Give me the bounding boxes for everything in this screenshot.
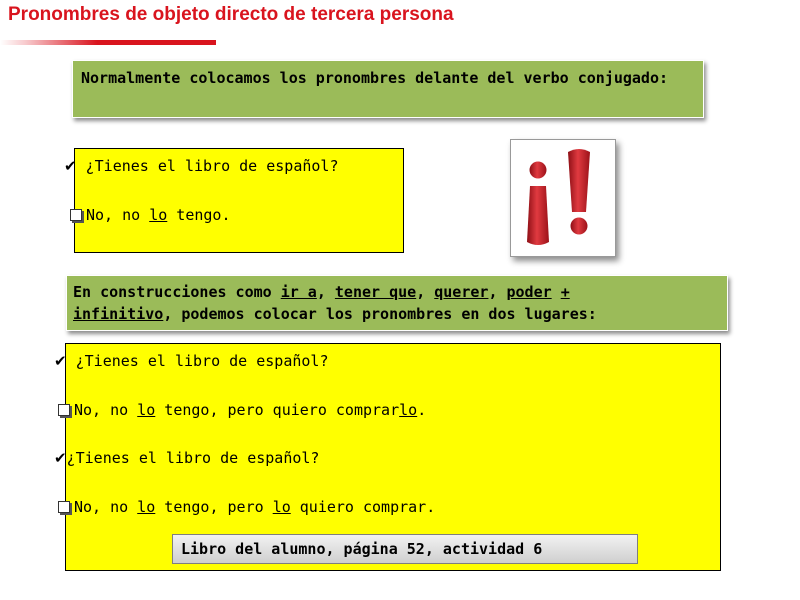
example-2-answer-1: No, no lo tengo, pero quiero comprarlo.: [58, 400, 426, 420]
exclamation-image: [510, 139, 616, 257]
term-ir-a: ir a: [280, 283, 317, 301]
square-bullet-icon: [58, 501, 70, 513]
intro-2-line-2: infinitivo, podemos colocar los pronombres en dos lugares:: [73, 305, 597, 323]
check-mark-icon: ✔: [54, 449, 67, 467]
term-infinitivo: infinitivo: [73, 305, 164, 323]
example-1-answer: No, no lo tengo.: [70, 205, 231, 225]
example-2-question-2: ✔¿Tienes el libro de español?: [54, 449, 320, 467]
square-bullet-icon: [70, 209, 82, 221]
intro-box-1: [72, 60, 704, 118]
term-tener-que: tener que: [334, 283, 417, 301]
reference-text: Libro del alumno, página 52, actividad 6: [181, 540, 543, 558]
example-2-answer-2: No, no lo tengo, pero lo quiero comprar.: [58, 497, 435, 517]
exclamation-dot: [571, 218, 588, 235]
title-underline: [0, 40, 216, 45]
intro-text-1: Normalmente colocamos los pronombres delante del verbo conjugado:: [81, 69, 668, 87]
term-plus: +: [560, 283, 570, 301]
textbook-reference: [172, 534, 638, 564]
term-querer: querer: [434, 283, 489, 301]
term-poder: poder: [506, 283, 552, 301]
intro-box-2: [66, 275, 728, 331]
intro-2-line-1: En construcciones como ir a, tener que, querer, poder +: [73, 283, 570, 301]
example-2-question-1: ✔ ¿Tienes el libro de español?: [54, 352, 329, 370]
example-1-question: ✔ ¿Tienes el libro de español?: [64, 157, 339, 175]
inverted-exclamation-dot: [530, 162, 547, 179]
exclamation-bar: [568, 149, 590, 212]
exclamation-icon: [511, 140, 615, 256]
inverted-exclamation-bar: [527, 186, 549, 245]
check-mark-icon: ✔: [64, 157, 77, 175]
square-bullet-icon: [58, 404, 70, 416]
page-title: Pronombres de objeto directo de tercera persona: [8, 4, 454, 25]
check-mark-icon: ✔: [54, 352, 67, 370]
